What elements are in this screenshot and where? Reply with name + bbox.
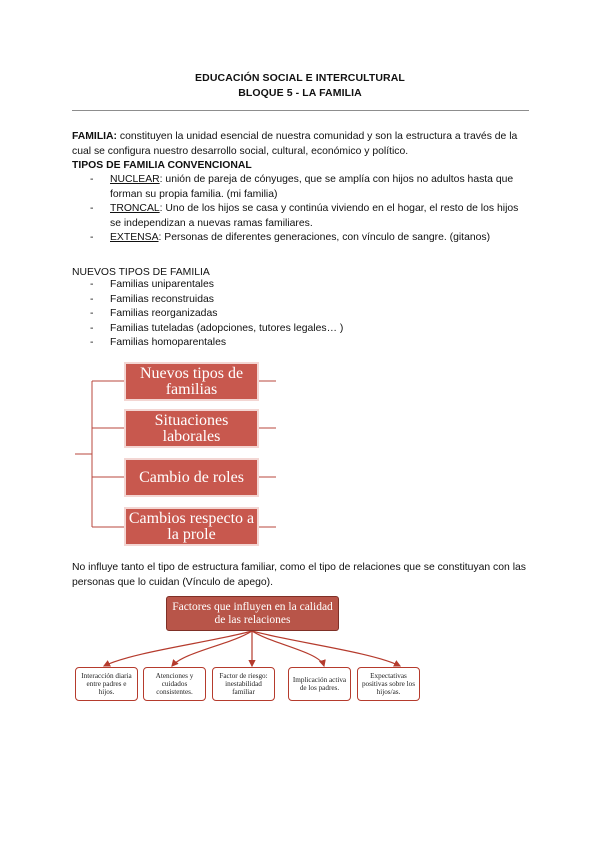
header-divider	[72, 110, 529, 111]
family-type-description: : unión de pareja de cónyuges, que se amplía con hijos no adultos hasta que forman su propia familia. (mi familia)	[110, 174, 514, 200]
factor-box: Atenciones y cuidados consistentes.	[143, 667, 206, 701]
relationship-factors-diagram	[72, 594, 432, 714]
intro-paragraph	[72, 130, 530, 159]
list-item: - Familias tuteladas (adopciones, tutores legales… )	[88, 322, 518, 337]
intro-text: constituyen la unidad esencial de nuestra comunidad y son la estructura a través de la cual se configura nuestro desarrollo social, cultural, económico y político.	[72, 131, 518, 157]
list-item: - Familias reconstruidas	[88, 293, 518, 308]
diagram-box: Cambios respecto a la prole	[124, 507, 259, 546]
conventional-list	[88, 173, 530, 246]
new-types-title: NUEVOS TIPOS DE FAMILIA	[72, 267, 210, 278]
new-types-list	[88, 278, 518, 351]
diagram-box: Nuevos tipos de familias	[124, 362, 259, 401]
family-type-description: : Personas de diferentes generaciones, con vínculo de sangre. (gitanos)	[158, 232, 491, 244]
family-type-term: TRONCAL	[110, 203, 160, 215]
list-item: - Familias homoparentales	[88, 336, 518, 351]
factors-main-box: Factores que influyen en la calidad de las relaciones	[166, 596, 339, 631]
factor-box: Interacción diaria entre padres e hijos.	[75, 667, 138, 701]
intro-term: FAMILIA:	[72, 131, 118, 142]
header-subtitle: BLOQUE 5 - LA FAMILIA	[238, 87, 362, 99]
header-title: EDUCACIÓN SOCIAL E INTERCULTURAL	[195, 72, 405, 84]
conventional-title: TIPOS DE FAMILIA CONVENCIONAL	[72, 160, 252, 171]
factor-arrow	[172, 631, 252, 666]
list-item	[88, 173, 530, 202]
factor-arrow	[252, 631, 400, 666]
list-item: - Familias reorganizadas	[88, 307, 518, 322]
diagram-box: Situaciones laborales	[124, 409, 259, 448]
diagram-box: Cambio de roles	[124, 458, 259, 497]
family-type-description: : Uno de los hijos se casa y continúa viviendo en el hogar, el resto de los hijos se independizan a nuevas ramas familiares.	[110, 203, 519, 229]
list-item	[88, 202, 530, 231]
list-item	[88, 231, 530, 246]
family-type-term: EXTENSA	[110, 232, 159, 244]
factor-arrow	[252, 631, 324, 666]
document-header	[0, 71, 600, 101]
family-type-term: NUCLEAR	[110, 174, 160, 185]
changes-diagram	[72, 352, 292, 554]
factor-box: Implicación activa de los padres.	[288, 667, 351, 701]
factor-box: Expectativas positivas sobre los hijos/as.	[357, 667, 420, 701]
list-item: - Familias uniparentales	[88, 278, 518, 293]
attachment-paragraph: No influye tanto el tipo de estructura familiar, como el tipo de relaciones que se constituyan con las personas que lo cuidan (Vínculo de apego).	[72, 562, 526, 588]
factor-box: Factor de riesgo: inestabilidad familiar	[212, 667, 275, 701]
